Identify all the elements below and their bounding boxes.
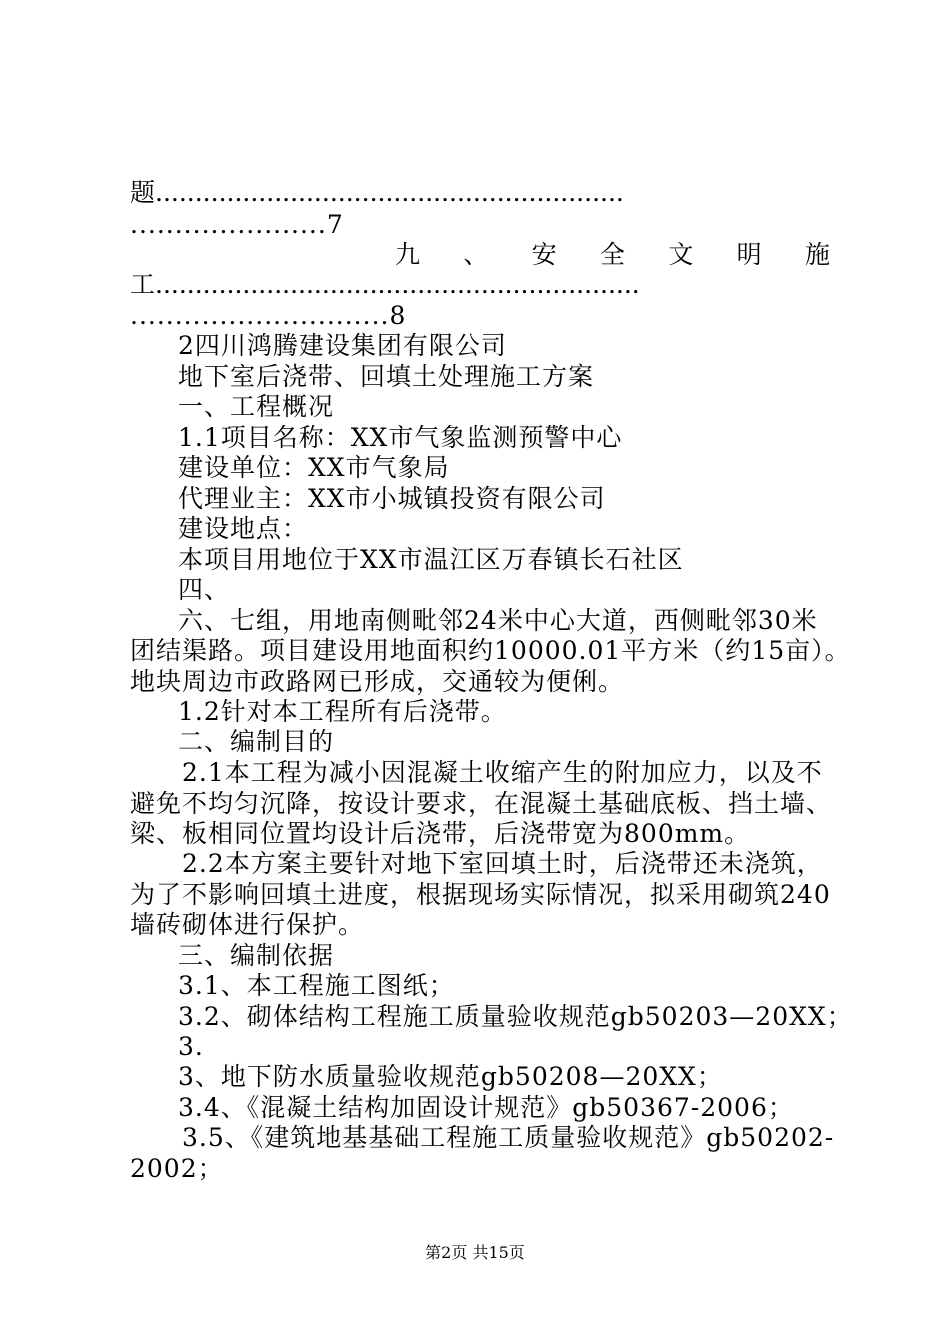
toc-char: 文 [668,240,694,269]
document-title: 地下室后浇带、回填土处理施工方案 [178,362,595,391]
paragraph-line: 团结渠路。项目建设用地面积约10000.01平方米（约15亩）。 [130,636,851,665]
toc-char: 明 [736,240,762,269]
paragraph-line: 避免不均匀沉降，按设计要求，在混凝土基础底板、挡土墙、 [130,789,833,818]
paragraph-line: 2002； [130,1154,224,1183]
paragraph-line: 为了不影响回填土进度，根据现场实际情况，拟采用砌筑240 [130,880,831,909]
paragraph-line: 1.1项目名称：XX市气象监测预警中心 [178,423,623,452]
toc-line-2: ......................7 [130,210,344,239]
paragraph-line: 3.2、砌体结构工程施工质量验收规范gb50203—20XX； [178,1002,853,1031]
paragraph-line: 本项目用地位于XX市温江区万春镇长石社区 [178,545,684,574]
toc-entry-nine [395,240,830,270]
toc-char: 施 [804,240,830,269]
page-footer: 第2页 共15页 [425,1243,525,1262]
paragraph-line: 建设地点： [178,514,309,543]
toc-char: 全 [599,240,625,269]
paragraph-line: 2.2本方案主要针对地下室回填土时，后浇带还未浇筑， [182,849,823,878]
paragraph-line: 代理业主：XX市小城镇投资有限公司 [178,484,606,513]
toc-char: 、 [463,240,489,269]
paragraph-line: 四、 [178,575,231,604]
paragraph-line: 3.1、本工程施工图纸； [178,971,455,1000]
toc-char: 九 [395,240,421,269]
paragraph-line: 3. [178,1032,204,1061]
paragraph-line: 3.4、《混凝土结构加固设计规范》gb50367-2006； [178,1093,794,1122]
toc-line-4: 工............................................................. [130,270,640,299]
paragraph-line: 六、七组，用地南侧毗邻24米中心大道，西侧毗邻30米 [178,606,818,635]
paragraph-line: 3、地下防水质量验收规范gb50208—20XX； [178,1062,723,1091]
paragraph-line: 梁、板相同位置均设计后浇带，后浇带宽为800mm。 [130,819,751,848]
paragraph-line: 3.5、《建筑地基基础工程施工质量验收规范》gb50202- [182,1123,835,1152]
toc-line-1: 题........................................................... [130,178,624,207]
section-heading: 一、工程概况 [178,392,335,421]
paragraph-line: 1.2针对本工程所有后浇带。 [178,697,507,726]
section-heading: 二、编制目的 [178,727,335,756]
paragraph-line: 建设单位：XX市气象局 [178,453,450,482]
toc-line-5: .............................8 [130,301,407,330]
section-heading: 三、编制依据 [178,941,335,970]
paragraph-line: 墙砖砌体进行保护。 [130,910,365,939]
paragraph-line: 地块周边市政路网已形成，交通较为便俐。 [130,667,625,696]
toc-char: 安 [531,240,557,269]
paragraph-line: 2.1本工程为减小因混凝土收缩产生的附加应力，以及不 [182,758,823,787]
company-name: 2四川鸿腾建设集团有限公司 [178,331,507,360]
